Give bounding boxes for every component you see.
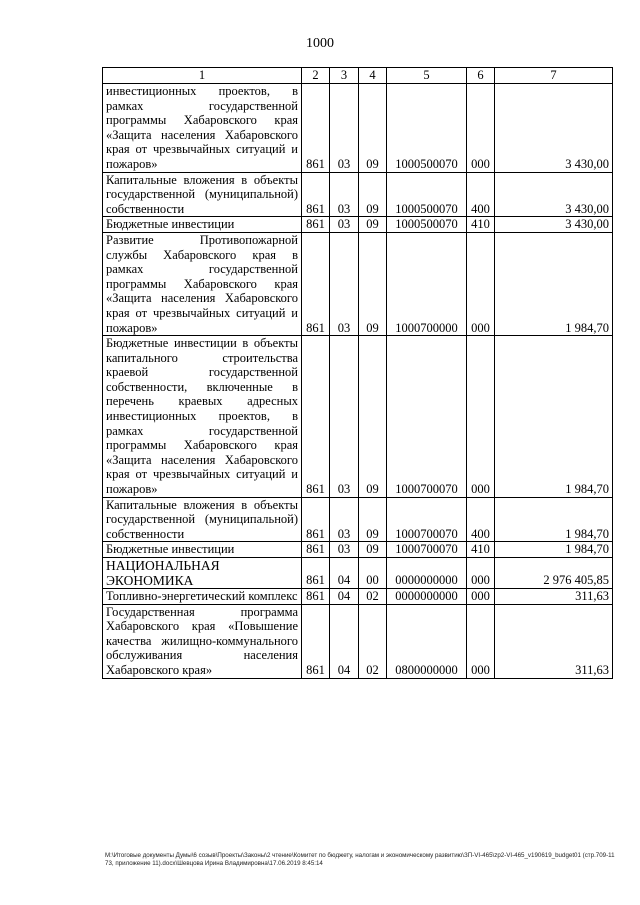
table-row [103,84,613,173]
cell-admin-code: 861 [302,542,330,558]
cell-expense-type: 000 [467,84,495,173]
column-header: 1 [103,68,302,84]
cell-name: Капитальные вложения в объекты государственной (муниципальной) собственности [103,172,302,217]
table-header-row [103,68,613,84]
table-row [103,232,613,335]
cell-target-article: 1000700070 [387,336,467,498]
table-row [103,558,613,589]
cell-amount: 311,63 [495,604,613,678]
cell-expense-type: 400 [467,172,495,217]
cell-admin-code: 861 [302,84,330,173]
cell-admin-code: 861 [302,336,330,498]
cell-name: НАЦИОНАЛЬНАЯ ЭКОНОМИКА [103,558,302,589]
cell-amount: 1 984,70 [495,232,613,335]
cell-admin-code: 861 [302,558,330,589]
cell-amount: 311,63 [495,589,613,605]
cell-name: Бюджетные инвестиции [103,217,302,233]
cell-subsection: 09 [359,217,387,233]
column-header: 3 [330,68,359,84]
cell-subsection: 09 [359,232,387,335]
cell-section: 03 [330,232,359,335]
table-row [103,217,613,233]
cell-expense-type: 410 [467,542,495,558]
column-header: 2 [302,68,330,84]
cell-admin-code: 861 [302,604,330,678]
cell-expense-type: 410 [467,217,495,233]
column-header: 5 [387,68,467,84]
table-row [103,172,613,217]
cell-admin-code: 861 [302,589,330,605]
cell-section: 03 [330,84,359,173]
column-header: 6 [467,68,495,84]
cell-target-article: 1000700070 [387,542,467,558]
page-number: 1000 [306,36,334,51]
cell-amount: 3 430,00 [495,172,613,217]
cell-admin-code: 861 [302,497,330,542]
cell-section: 03 [330,172,359,217]
cell-name: Развитие Противопожарной службы Хабаровского края в рамках государственной программы Хабаровского края «Защита населения Хабаровского края от чрезвычайных ситуаций и пожаров» [103,232,302,335]
cell-name: Топливно-энергетический комплекс [103,589,302,605]
cell-target-article: 0800000000 [387,604,467,678]
table-row [103,604,613,678]
cell-expense-type: 000 [467,558,495,589]
cell-section: 03 [330,497,359,542]
cell-name: Государственная программа Хабаровского края «Повышение качества жилищно-коммунального обслуживания населения Хабаровского края» [103,604,302,678]
table-row [103,497,613,542]
cell-admin-code: 861 [302,217,330,233]
cell-target-article: 1000500070 [387,84,467,173]
table-row [103,542,613,558]
cell-target-article: 1000700070 [387,497,467,542]
cell-expense-type: 000 [467,604,495,678]
cell-subsection: 09 [359,497,387,542]
cell-subsection: 02 [359,604,387,678]
cell-name: Бюджетные инвестиции в объекты капитального строительства краевой государственной собственности, включенные в перечень краевых адресных инвестиционных проектов, в рамках государственной программы Хабаровского края «Защита населения Хабаровского края от чрезвычайных ситуаций и пожаров» [103,336,302,498]
cell-target-article: 1000500070 [387,217,467,233]
column-header: 4 [359,68,387,84]
cell-name: инвестиционных проектов, в рамках государственной программы Хабаровского края «Защита населения Хабаровского края от чрезвычайных ситуаций и пожаров» [103,84,302,173]
cell-subsection: 09 [359,84,387,173]
cell-amount: 3 430,00 [495,84,613,173]
cell-amount: 1 984,70 [495,497,613,542]
cell-target-article: 0000000000 [387,589,467,605]
cell-section: 03 [330,217,359,233]
cell-expense-type: 000 [467,232,495,335]
cell-subsection: 02 [359,589,387,605]
cell-amount: 1 984,70 [495,542,613,558]
cell-admin-code: 861 [302,232,330,335]
cell-target-article: 0000000000 [387,558,467,589]
cell-amount: 3 430,00 [495,217,613,233]
cell-section: 03 [330,336,359,498]
cell-admin-code: 861 [302,172,330,217]
cell-section: 04 [330,589,359,605]
table-row [103,589,613,605]
cell-section: 03 [330,542,359,558]
cell-section: 04 [330,558,359,589]
cell-subsection: 09 [359,172,387,217]
budget-table [102,67,613,679]
cell-expense-type: 400 [467,497,495,542]
cell-subsection: 09 [359,336,387,498]
cell-expense-type: 000 [467,336,495,498]
document-footer-path: M:\Итоговые документы Думы\6 созыв\Проекты\Законы\2 чтение\Комитет по бюджету, налогам и экономическому развитию\ЗП-VI-465\zp2-VI-465_v190619_budget01 (стр.709-1173, приложение 11).docx\Шевцова Ирина Владимировна\17.06.2019 8:45:14 [105,852,615,867]
cell-amount: 1 984,70 [495,336,613,498]
cell-expense-type: 000 [467,589,495,605]
column-header: 7 [495,68,613,84]
cell-name: Бюджетные инвестиции [103,542,302,558]
cell-name: Капитальные вложения в объекты государственной (муниципальной) собственности [103,497,302,542]
cell-subsection: 00 [359,558,387,589]
cell-subsection: 09 [359,542,387,558]
cell-amount: 2 976 405,85 [495,558,613,589]
table-row [103,336,613,498]
cell-target-article: 1000700000 [387,232,467,335]
cell-target-article: 1000500070 [387,172,467,217]
cell-section: 04 [330,604,359,678]
